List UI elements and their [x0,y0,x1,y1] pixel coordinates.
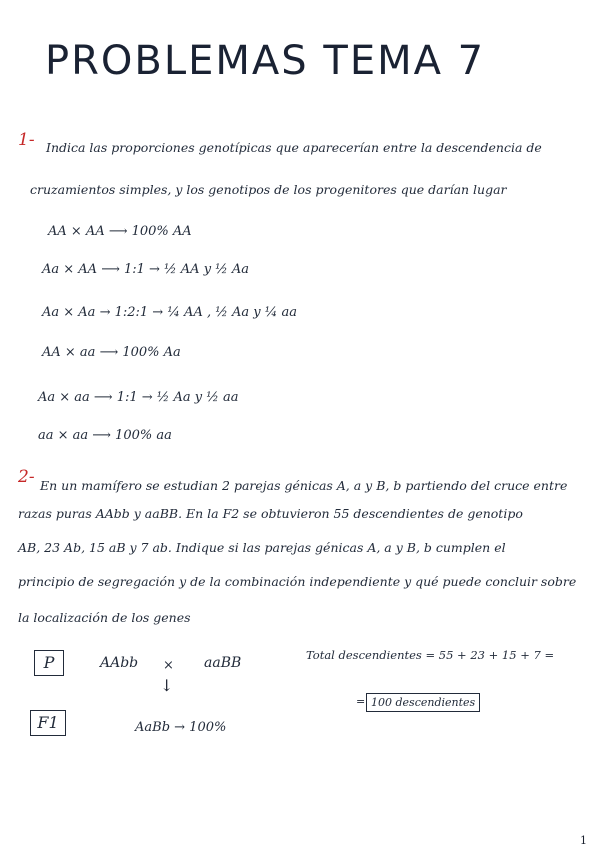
cross-line-6: aa × aa ⟶ 100% aa [38,428,172,443]
f1-generation-box: F1 [30,710,66,736]
problem1-number: 1- [18,130,35,150]
problem1-text-line1: Indica las proporciones genotípicas que aparecerían entre la descendencia de [46,140,542,155]
problem2-number: 2- [18,467,35,487]
problem2-text-line4: principio de segregación y de la combinación independiente y qué puede concluir sobre [18,574,577,589]
cross-line-3: Aa × Aa → 1:2:1 → ¼ AA , ½ Aa y ¼ aa [42,305,297,320]
equals-mark: = [356,695,366,708]
p-cross-symbol: × [163,658,174,673]
p-generation-box: P [34,650,64,676]
cross-line-1: AA × AA ⟶ 100% AA [48,224,192,239]
down-arrow-icon: ↓ [160,676,174,695]
total-descendants-result: 100 descendientes [366,693,480,712]
problem2-text-line2: razas puras AAbb y aaBB. En la F2 se obtuvieron 55 descendientes de genotipo [18,506,523,521]
cross-line-5: Aa × aa ⟶ 1:1 → ½ Aa y ½ aa [38,390,239,405]
page-number: 1 [580,834,587,847]
problem2-text-line1: En un mamífero se estudian 2 parejas génicas A, a y B, b partiendo del cruce entre [40,478,568,493]
p-parent2: aaBB [204,655,242,671]
total-descendants-label: Total descendientes = 55 + 23 + 15 + 7 = [306,648,555,662]
p-parent1: AAbb [100,655,139,671]
problem2-text-line5: la localización de los genes [18,610,191,625]
problem2-text-line3: AB, 23 Ab, 15 aB y 7 ab. Indique si las parejas génicas A, a y B, b cumplen el [18,540,506,555]
f1-result: AaBb → 100% [135,720,227,735]
problem1-text-line2: cruzamientos simples, y los genotipos de los progenitores que darían lugar [30,182,507,197]
cross-line-4: AA × aa ⟶ 100% Aa [42,345,181,360]
cross-line-2: Aa × AA ⟶ 1:1 → ½ AA y ½ Aa [42,262,250,277]
page-title: PROBLEMAS TEMA 7 [45,38,486,84]
